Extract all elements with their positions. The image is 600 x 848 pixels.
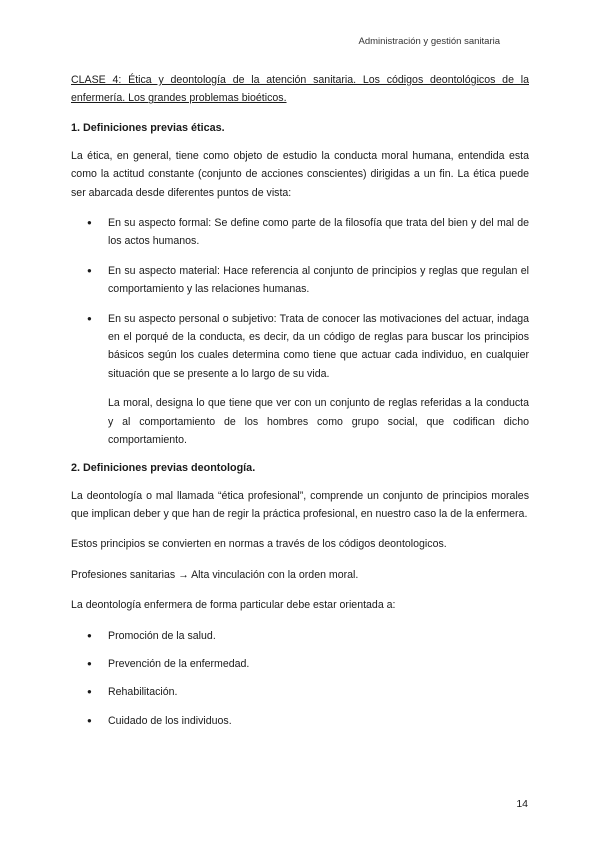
list-item-text: Rehabilitación. [108, 686, 178, 699]
list-item [71, 712, 529, 730]
paragraph-profesiones: Profesiones sanitarias → Alta vinculación con la orden moral. [71, 568, 359, 581]
page-content [71, 71, 529, 740]
document-title: CLASE 4: Ética y deontología de la atención sanitaria. Los códigos deontológicos de la enfermería. Los grandes problemas bioéticos. [71, 74, 529, 105]
list-item [71, 683, 529, 701]
list-item [71, 655, 529, 673]
bullet-icon: ● [87, 313, 92, 323]
bullet-list-aspectos [71, 214, 529, 383]
list-item-text: En su aspecto material: Hace referencia al conjunto de principios y reglas que regulan el comportamiento y las relaciones humanas. [108, 264, 529, 296]
list-item-text: En su aspecto personal o subjetivo: Trata de conocer las motivaciones del actuar, indaga en el porqué de la conducta, es decir, da un código de reglas para buscar los principios básicos según los cuales determina como tiene que actuar cada individuo, en cualquier situación que se presente a lo largo de su vida. [108, 312, 529, 380]
list-item-text: Cuidado de los individuos. [108, 714, 232, 727]
bullet-icon: ● [87, 715, 92, 725]
list-item-text: Promoción de la salud. [108, 629, 216, 642]
paragraph-etica-intro: La ética, en general, tiene como objeto de estudio la conducta moral humana, entendida esta como la actitud constante (conjunto de acciones conscientes) dirigidas a un fin. La ética puede ser abarcada desde diferentes puntos de vista: [71, 149, 529, 199]
bullet-icon: ● [87, 265, 92, 275]
list-item-text: Prevención de la enfermedad. [108, 657, 250, 670]
page-number: 14 [516, 798, 528, 810]
paragraph-deontologia-def: La deontología o mal llamada “ética profesional”, comprende un conjunto de principios morales que implican deber y que han de regir la práctica profesional, en nuestro caso la de la enfermera. [71, 489, 529, 520]
list-item [71, 310, 529, 384]
paragraph-orientacion: La deontología enfermera de forma particular debe estar orientada a: [71, 599, 396, 612]
bullet-icon: ● [87, 687, 92, 697]
bullet-list-orientacion [71, 627, 529, 731]
paragraph-principios: Estos principios se convierten en normas a través de los códigos deontologicos. [71, 538, 447, 551]
list-item [71, 214, 529, 251]
section-heading-deontologia: 2. Definiciones previas deontología. [71, 461, 256, 474]
list-item [71, 262, 529, 299]
list-item-text: En su aspecto formal: Se define como parte de la filosofía que trata del bien y del mal de los actos humanos. [108, 217, 529, 248]
list-item [71, 627, 529, 645]
running-header: Administración y gestión sanitaria [358, 36, 500, 47]
section-heading-etica: 1. Definiciones previas éticas. [71, 121, 225, 134]
paragraph-moral: La moral, designa lo que tiene que ver con un conjunto de reglas referidas a la conducta y al comportamiento de los hombres como grupo social, que codifican dicho comportamiento. [108, 397, 529, 447]
bullet-icon: ● [87, 658, 92, 668]
bullet-icon: ● [87, 218, 92, 228]
bullet-icon: ● [87, 630, 92, 640]
